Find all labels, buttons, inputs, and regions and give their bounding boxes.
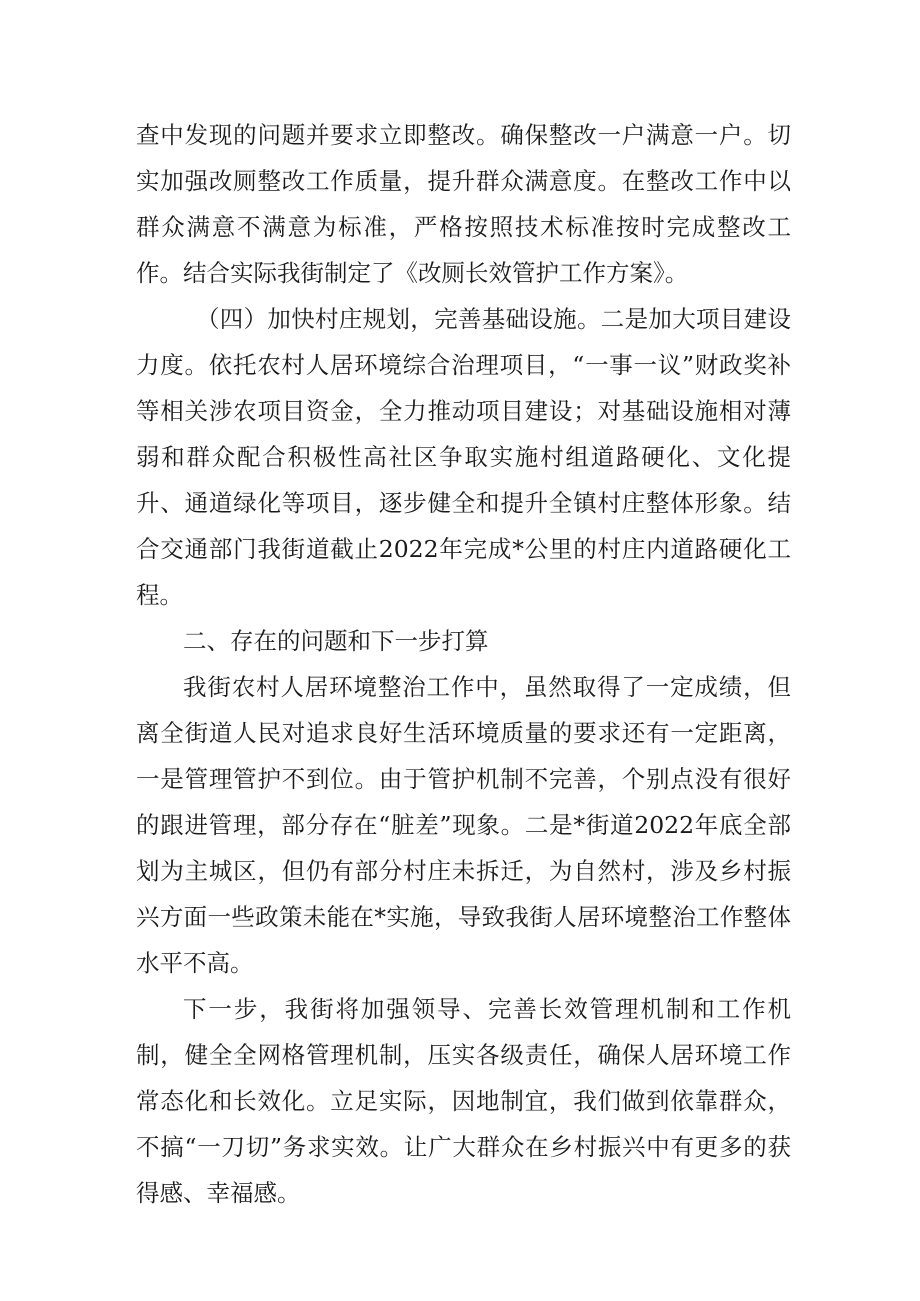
- paragraph-continuation: 查中发现的问题并要求立即整改。确保整改一户满意一户。切实加强改厕整改工作质量，提升群众满意度。在整改工作中以群众满意不满意为标准，严格按照技术标准按时完成整改工作。结合实际我街制定了《改厕长效管护工作方案》。: [136, 121, 791, 287]
- paragraph-problems: 我街农村人居环境整治工作中，虽然取得了一定成绩，但离全街道人民对追求良好生活环境质量的要求还有一定距离，一是管理管护不到位。由于管护机制不完善，个别点没有很好的跟进管理，部分存在“脏差”现象。二是*街道2022年底全部划为主城区，但仍有部分村庄未拆迁，为自然村，涉及乡村振兴方面一些政策未能在*实施，导致我街人居环境整治工作整体水平不高。: [136, 673, 791, 977]
- paragraph-next-steps: 下一步，我街将加强领导、完善长效管理机制和工作机制，健全全网格管理机制，压实各级责任，确保人居环境工作常态化和长效化。立足实际，因地制宜，我们做到依靠群众，不搞“一刀切”务求实效。让广大群众在乡村振兴中有更多的获得感、幸福感。: [136, 995, 791, 1207]
- document-body: [136, 112, 791, 1216]
- section-heading-problems: 二、存在的问题和下一步打算: [183, 627, 489, 655]
- paragraph-section-four: （四）加快村庄规划，完善基础设施。二是加大项目建设力度。依托农村人居环境综合治理项目，“一事一议”财政奖补等相关涉农项目资金，全力推动项目建设；对基础设施相对薄弱和群众配合积极性高社区争取实施村组道路硬化、文化提升、通道绿化等项目，逐步健全和提升全镇村庄整体形象。结合交通部门我街道截止2022年完成*公里的村庄内道路硬化工程。: [136, 305, 791, 609]
